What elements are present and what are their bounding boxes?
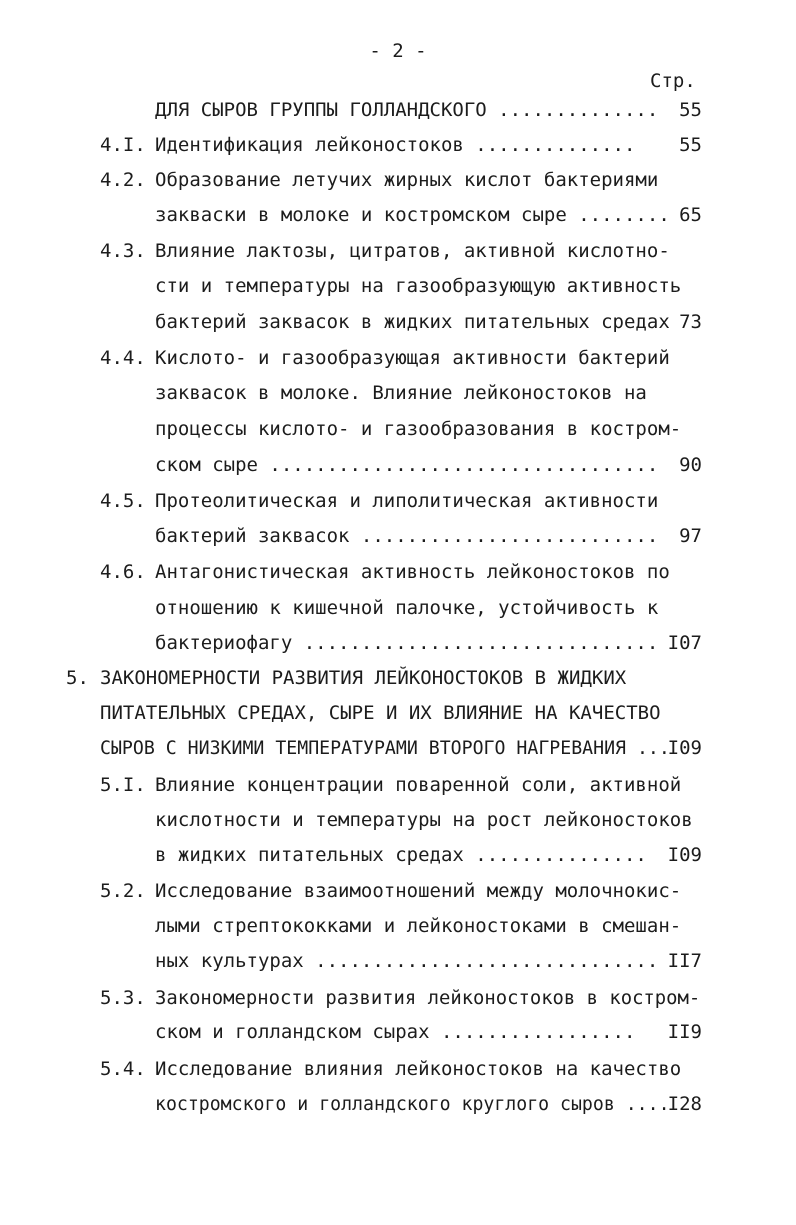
page-column-label: Стр. [650,70,696,92]
toc-entry-number: 4.6. [100,561,146,583]
toc-page-number: I09 [667,844,702,866]
toc-line [0,165,796,195]
toc-entry-text: отношению к кишечной палочке, устойчивость к [155,597,659,619]
toc-line [0,450,796,480]
toc-line [0,840,796,870]
toc-entry-text: Кислото- и газообразующая активности бактерий [155,347,670,369]
toc-entry-text: сти и температуры на газообразующую активность [155,275,682,297]
toc-entry-text: бактерий заквасок в жидких питательных средах [155,311,670,333]
toc-line [0,1054,796,1084]
toc-entry-number: 4.4. [100,347,146,369]
toc-entry-text: Влияние концентрации поваренной соли, активной [155,774,682,796]
toc-page-number: 90 [679,454,702,476]
toc-line [0,698,796,728]
toc-line [0,1089,796,1119]
toc-entry-number: 4.3. [100,240,146,262]
toc-entry-text: лыми стрептококками и лейконостоками в смешан- [155,915,682,937]
toc-page-number: II9 [667,1021,702,1043]
toc-page-number: 55 [679,99,702,121]
toc-entry-text: бактерий заквасок .......................... [155,525,659,547]
toc-line [0,95,796,125]
toc-entry-text: ных культурах .............................. [155,950,659,972]
toc-entry-number: 4.5. [100,490,146,512]
toc-line [0,911,796,941]
toc-line [0,663,796,693]
toc-entry-number: 5.3. [100,987,146,1009]
toc-entry-text: в жидких питательных средах ............... [155,844,647,866]
toc-line [0,200,796,230]
toc-entry-text: процессы кислото- и газообразования в костром- [155,418,682,440]
toc-entry-text: кислотности и температуры на рост лейконостоков [155,809,693,831]
toc-entry-number: 5. [66,667,89,689]
toc-entry-text: ЗАКОНОМЕРНОСТИ РАЗВИТИЯ ЛЕЙКОНОСТОКОВ В ЖИДКИХ [100,667,627,689]
toc-entry-number: 4.I. [100,134,146,156]
toc-entry-text: СЫРОВ С НИЗКИМИ ТЕМПЕРАТУРАМИ ВТОРОГО НАГРЕВАНИЯ ... [100,737,670,759]
toc-line [0,236,796,266]
toc-line [0,343,796,373]
toc-entry-text: Образование летучих жирных кислот бактериями [155,169,659,191]
toc-line [0,557,796,587]
toc-page-number: II7 [667,950,702,972]
toc-entry-text: ДЛЯ СЫРОВ ГРУППЫ ГОЛЛАНДСКОГО .............. [155,99,659,121]
toc-page-number: 73 [679,311,702,333]
toc-line [0,946,796,976]
toc-entry-text: костромского и голландского круглого сыров .... [155,1093,670,1115]
toc-entry-text: заквасок в молоке. Влияние лейконостоков на [155,382,647,404]
toc-entry-text: Закономерности развития лейконостоков в костром- [155,987,701,1009]
toc-entry-number: 5.4. [100,1058,146,1080]
toc-line [0,378,796,408]
toc-line [0,1017,796,1047]
toc-entry-text: Протеолитическая и липолитическая активности [155,490,659,512]
toc-entry-text: ском сыре .................................. [155,454,659,476]
toc-entry-text: закваски в молоке и костромском сыре ........ [155,204,670,226]
toc-line [0,307,796,337]
toc-page-number: 65 [679,204,702,226]
page-number: - 2 - [369,40,427,62]
toc-entry-text: ПИТАТЕЛЬНЫХ СРЕДАХ, СЫРЕ И ИХ ВЛИЯНИЕ НА КАЧЕСТВО [100,702,661,724]
toc-line [0,628,796,658]
toc-line [0,733,796,763]
toc-line [0,593,796,623]
toc-line [0,983,796,1013]
toc-line [0,770,796,800]
toc-page-number: 55 [679,134,702,156]
toc-entry-text: бактериофагу ............................... [155,632,659,654]
toc-line [0,414,796,444]
toc-line [0,486,796,516]
toc-entry-text: Антагонистическая активность лейконостоков по [155,561,670,583]
toc-entry-text: Влияние лактозы, цитратов, активной кислотно- [155,240,670,262]
toc-page-number: I28 [667,1093,702,1115]
toc-line [0,805,796,835]
toc-entry-text: Исследование взаимоотношений между молочнокис- [155,880,682,902]
toc-page-number: I07 [667,632,702,654]
toc-line [0,130,796,160]
toc-entry-number: 4.2. [100,169,146,191]
toc-entry-number: 5.2. [100,880,146,902]
toc-page-number: 97 [679,525,702,547]
toc-line [0,521,796,551]
toc-entry-text: ском и голландском сырах ................. [155,1021,636,1043]
toc-line [0,876,796,906]
toc-line [0,271,796,301]
toc-entry-text: Исследование влияния лейконостоков на качество [155,1058,682,1080]
toc-page-number: I09 [667,737,702,759]
toc-entry-number: 5.I. [100,774,146,796]
toc-entry-text: Идентификация лейконостоков .............. [155,134,636,156]
